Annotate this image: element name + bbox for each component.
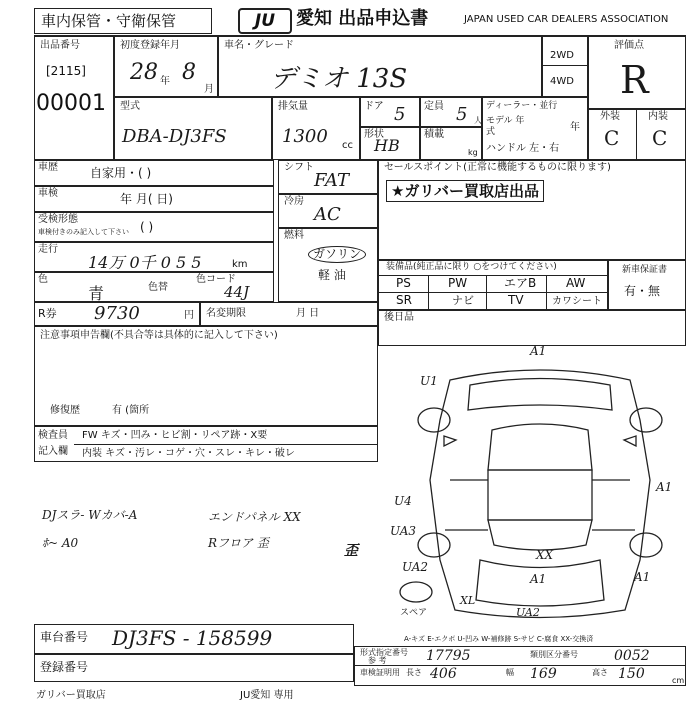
first-reg-month: 8 bbox=[182, 60, 196, 85]
model-year-unit: 年 bbox=[570, 122, 580, 133]
color-code-label: 色コード bbox=[196, 274, 236, 285]
form-title-en: JAPAN USED CAR DEALERS ASSOCIATION bbox=[464, 14, 669, 25]
mark-left-ua3: UA3 bbox=[390, 524, 417, 538]
capacity-unit: 人 bbox=[474, 116, 482, 125]
mark-rear-xx: XX bbox=[536, 548, 554, 562]
ac-value: AC bbox=[314, 204, 341, 225]
type-value: DBA-DJ3FS bbox=[122, 126, 227, 147]
mark-xl: XL bbox=[460, 594, 476, 607]
capacity-label: 定員 bbox=[424, 101, 444, 112]
selling-point-value: ★ガリバー買取店出品 bbox=[386, 180, 544, 202]
doors-value: 5 bbox=[394, 104, 406, 125]
history-value: 自家用・( ) bbox=[90, 166, 152, 180]
r-ticket-label: R券 bbox=[38, 307, 57, 320]
warranty-label: 新車保証書 bbox=[622, 265, 668, 275]
receive-note: 車検付きのみ記入して下さい bbox=[38, 228, 129, 236]
shape-label: 形状 bbox=[364, 129, 384, 140]
first-reg-month-unit: 月 bbox=[204, 84, 214, 95]
dims-ref-label: 参 考 bbox=[368, 656, 387, 665]
capacity-value: 5 bbox=[456, 104, 468, 125]
first-reg-year-unit: 年 bbox=[160, 76, 170, 87]
r-ticket-value: 9730 bbox=[94, 303, 140, 324]
reg-no-label: 登録番号 bbox=[40, 660, 89, 674]
load-label: 積載 bbox=[424, 129, 444, 140]
fuel-gasoline: ガソリン bbox=[308, 246, 366, 263]
inspector-label1: 検査員 bbox=[38, 430, 68, 441]
model-year-label: モデル 年式 bbox=[486, 116, 525, 137]
dims-cat-value: 0052 bbox=[614, 648, 650, 664]
equip-aw: AW bbox=[566, 276, 586, 290]
shift-value: FAT bbox=[314, 170, 349, 191]
exterior-value: C bbox=[604, 126, 620, 150]
dims-cert-label: 車検証明用 bbox=[360, 668, 400, 677]
logo-mark: JU bbox=[254, 11, 276, 31]
equip-sr: SR bbox=[396, 293, 412, 307]
receive-label: 受検形態 bbox=[38, 214, 78, 225]
damage-legend: A-キズ E-エクボ U-凹み W-補修跡 S-サビ C-腐食 XX-交換済 bbox=[404, 635, 594, 643]
rear-window-label: 後日品 bbox=[384, 312, 414, 323]
note-line2-right: Rフロア 歪 bbox=[208, 536, 269, 550]
exterior-label: 外装 bbox=[600, 111, 620, 122]
fuel-label: 燃料 bbox=[284, 230, 304, 241]
fuel-diesel: 軽 油 bbox=[318, 268, 346, 282]
mark-rear-a1: A1 bbox=[530, 572, 547, 586]
dims-height-value: 150 bbox=[618, 666, 645, 682]
lot-bracket-number: [2115] bbox=[46, 64, 86, 78]
doors-label: ドア bbox=[364, 101, 384, 112]
lot-label: 出品番号 bbox=[40, 40, 80, 51]
displacement-value: 1300 bbox=[282, 126, 328, 147]
lot-number: 00001 bbox=[36, 91, 106, 116]
name-change-label: 名変期限 bbox=[206, 308, 246, 319]
dims-unit: cm bbox=[672, 676, 685, 685]
mileage-value: 14万 0千 0 5 5 bbox=[88, 253, 202, 272]
grade-value: R bbox=[620, 58, 649, 102]
repair-value: 有 (箇所 bbox=[112, 405, 150, 416]
mileage-label: 走行 bbox=[38, 244, 58, 255]
receive-value: ( ) bbox=[140, 220, 154, 234]
grade-label: 評価点 bbox=[614, 40, 644, 51]
shift-label: シフト bbox=[284, 162, 314, 173]
dims-width-value: 169 bbox=[530, 666, 557, 682]
note-stamp: 歪 bbox=[344, 543, 358, 559]
dealer-label: ディーラー・並行 bbox=[486, 101, 558, 111]
load-unit: kg bbox=[468, 148, 478, 157]
model-name-value: デミオ 13S bbox=[270, 64, 408, 94]
equip-pw: PW bbox=[448, 276, 468, 290]
chassis-value: DJ3FS - 158599 bbox=[112, 626, 273, 650]
first-reg-year: 28 bbox=[130, 60, 158, 85]
color-label: 色 bbox=[38, 274, 48, 285]
equip-navi: ナビ bbox=[452, 294, 474, 307]
mark-left-u4: U4 bbox=[394, 494, 412, 508]
handle-label: ハンドル 左・右 bbox=[486, 143, 560, 154]
dims-width-label: 幅 bbox=[506, 668, 514, 677]
mark-rear-bottom: UA2 bbox=[516, 606, 540, 619]
warranty-value: 有・無 bbox=[624, 284, 661, 298]
note-line1-right: エンドパネル XX bbox=[208, 510, 301, 524]
equip-kawa-seat: カワシート bbox=[552, 296, 602, 307]
ac-label: 冷房 bbox=[284, 196, 304, 207]
color-change-label: 色替 bbox=[148, 282, 168, 293]
note-line1-left: DJスラ- Wカバ-A bbox=[42, 508, 138, 522]
mileage-unit: km bbox=[232, 259, 248, 270]
mark-spare: スペア bbox=[400, 608, 428, 618]
repair-label: 修復歴 bbox=[50, 405, 80, 416]
equip-tv: TV bbox=[508, 293, 524, 307]
dims-cat-label: 類別区分番号 bbox=[530, 650, 578, 659]
inspector-int-line: 内装 キズ・汚レ・コゲ・穴・スレ・キレ・破レ bbox=[82, 448, 295, 459]
mark-right-door: A1 bbox=[656, 480, 673, 494]
note-line2-left: ﾎ~ A0 bbox=[42, 536, 79, 550]
dims-form-label: 形式指定番号 bbox=[360, 648, 408, 657]
color-value: 青 bbox=[88, 284, 105, 303]
type-label: 型式 bbox=[120, 101, 140, 112]
chassis-label: 車台番号 bbox=[40, 630, 89, 644]
inspector-label2: 記入欄 bbox=[38, 446, 68, 457]
interior-value: C bbox=[652, 126, 668, 150]
mark-rear-right: A1 bbox=[634, 570, 651, 584]
storage-tag: 車内保管・守衛保管 bbox=[41, 12, 177, 30]
dims-form-value: 17795 bbox=[426, 648, 471, 664]
dims-height-label: 高さ bbox=[592, 668, 608, 677]
model-name-label: 車名・グレード bbox=[224, 40, 294, 51]
color-code-value: 44J bbox=[224, 283, 250, 301]
inspector-fw-line: FW キズ・凹み・ヒビ割・リペア跡・X要 bbox=[82, 430, 268, 441]
equip-ps: PS bbox=[396, 276, 411, 290]
equip-airbag: エアB bbox=[504, 276, 537, 290]
displacement-unit: cc bbox=[342, 140, 353, 151]
shape-value: HB bbox=[374, 136, 400, 155]
displacement-label: 排気量 bbox=[278, 101, 308, 112]
mark-left-ua2: UA2 bbox=[402, 560, 429, 574]
dims-length-value: 406 bbox=[430, 666, 457, 682]
form-title: 愛知 出品申込書 bbox=[296, 8, 429, 29]
drive-2wd: 2WD bbox=[550, 50, 574, 61]
dims-length-label: 長さ bbox=[406, 668, 422, 677]
drive-4wd: 4WD bbox=[550, 76, 574, 87]
r-ticket-unit: 円 bbox=[184, 310, 194, 321]
inspection-value: 年 月( 日) bbox=[120, 192, 173, 206]
notes-label: 注意事項申告欄(不具合等は具体的に記入して下さい) bbox=[40, 330, 278, 341]
name-change-value: 月 日 bbox=[296, 308, 320, 319]
equipment-label: 装備品(純正品に限り ○をつけてください) bbox=[386, 262, 557, 272]
footer-right: JU愛知 専用 bbox=[240, 690, 294, 701]
mark-top: A1 bbox=[530, 344, 547, 358]
history-label: 車歴 bbox=[38, 162, 58, 173]
inspection-label: 車検 bbox=[38, 188, 58, 199]
footer-left: ガリバー買取店 bbox=[36, 690, 106, 701]
first-reg-label: 初度登録年月 bbox=[120, 40, 180, 51]
interior-label: 内装 bbox=[648, 111, 668, 122]
mark-left-front: U1 bbox=[420, 374, 438, 388]
selling-point-label: セールスポイント(正常に機能するものに限ります) bbox=[384, 162, 611, 173]
